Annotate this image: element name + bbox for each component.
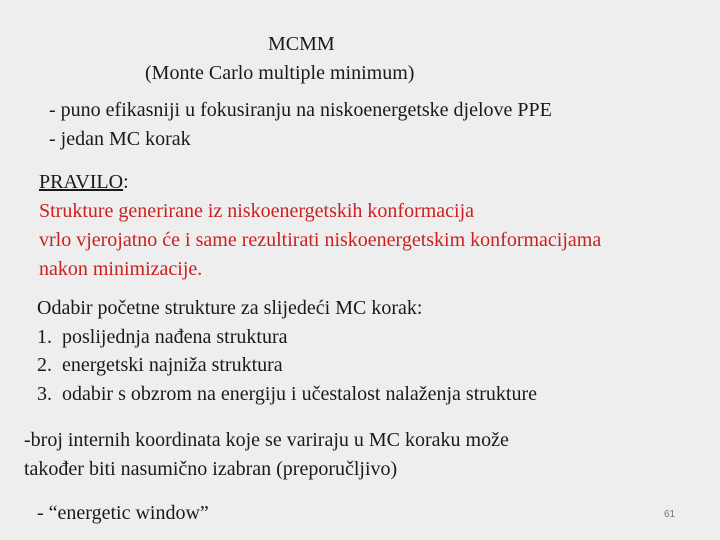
rule-label: PRAVILO: [39, 171, 124, 193]
title-line-2: (Monte Carlo multiple minimum): [145, 62, 415, 84]
selection-intro: Odabir početne strukture za slijedeći MC korak:: [37, 297, 423, 319]
rule-line-2: vrlo vjerojatno će i same rezultirati niskoenergetskim konformacijama: [39, 229, 602, 251]
coords-note-line-1: -broj internih koordinata koje se variraju u MC koraku može: [24, 429, 509, 451]
rule-line-1: Strukture generirane iz niskoenergetskih konformacija: [39, 200, 475, 222]
selection-item-3: 3. odabir s obzrom na energiju i učestalost nalaženja strukture: [37, 383, 538, 405]
title-line-1: MCMM: [268, 33, 335, 55]
rule-colon: :: [123, 171, 129, 193]
page-number: 61: [664, 509, 676, 520]
bullet-mc-step: - jedan MC korak: [49, 128, 191, 150]
bullet-efficiency: - puno efikasniji u fokusiranju na niskoenergetske djelove PPE: [49, 99, 552, 121]
rule-line-3: nakon minimizacije.: [39, 258, 203, 280]
selection-item-1: 1. poslijednja nađena struktura: [37, 326, 288, 348]
coords-note-line-2: također biti nasumično izabran (preporučljivo): [24, 458, 398, 480]
rule-heading: [39, 170, 129, 194]
energetic-window-note: - “energetic window”: [37, 502, 209, 524]
selection-item-2: 2. energetski najniža struktura: [37, 354, 283, 376]
